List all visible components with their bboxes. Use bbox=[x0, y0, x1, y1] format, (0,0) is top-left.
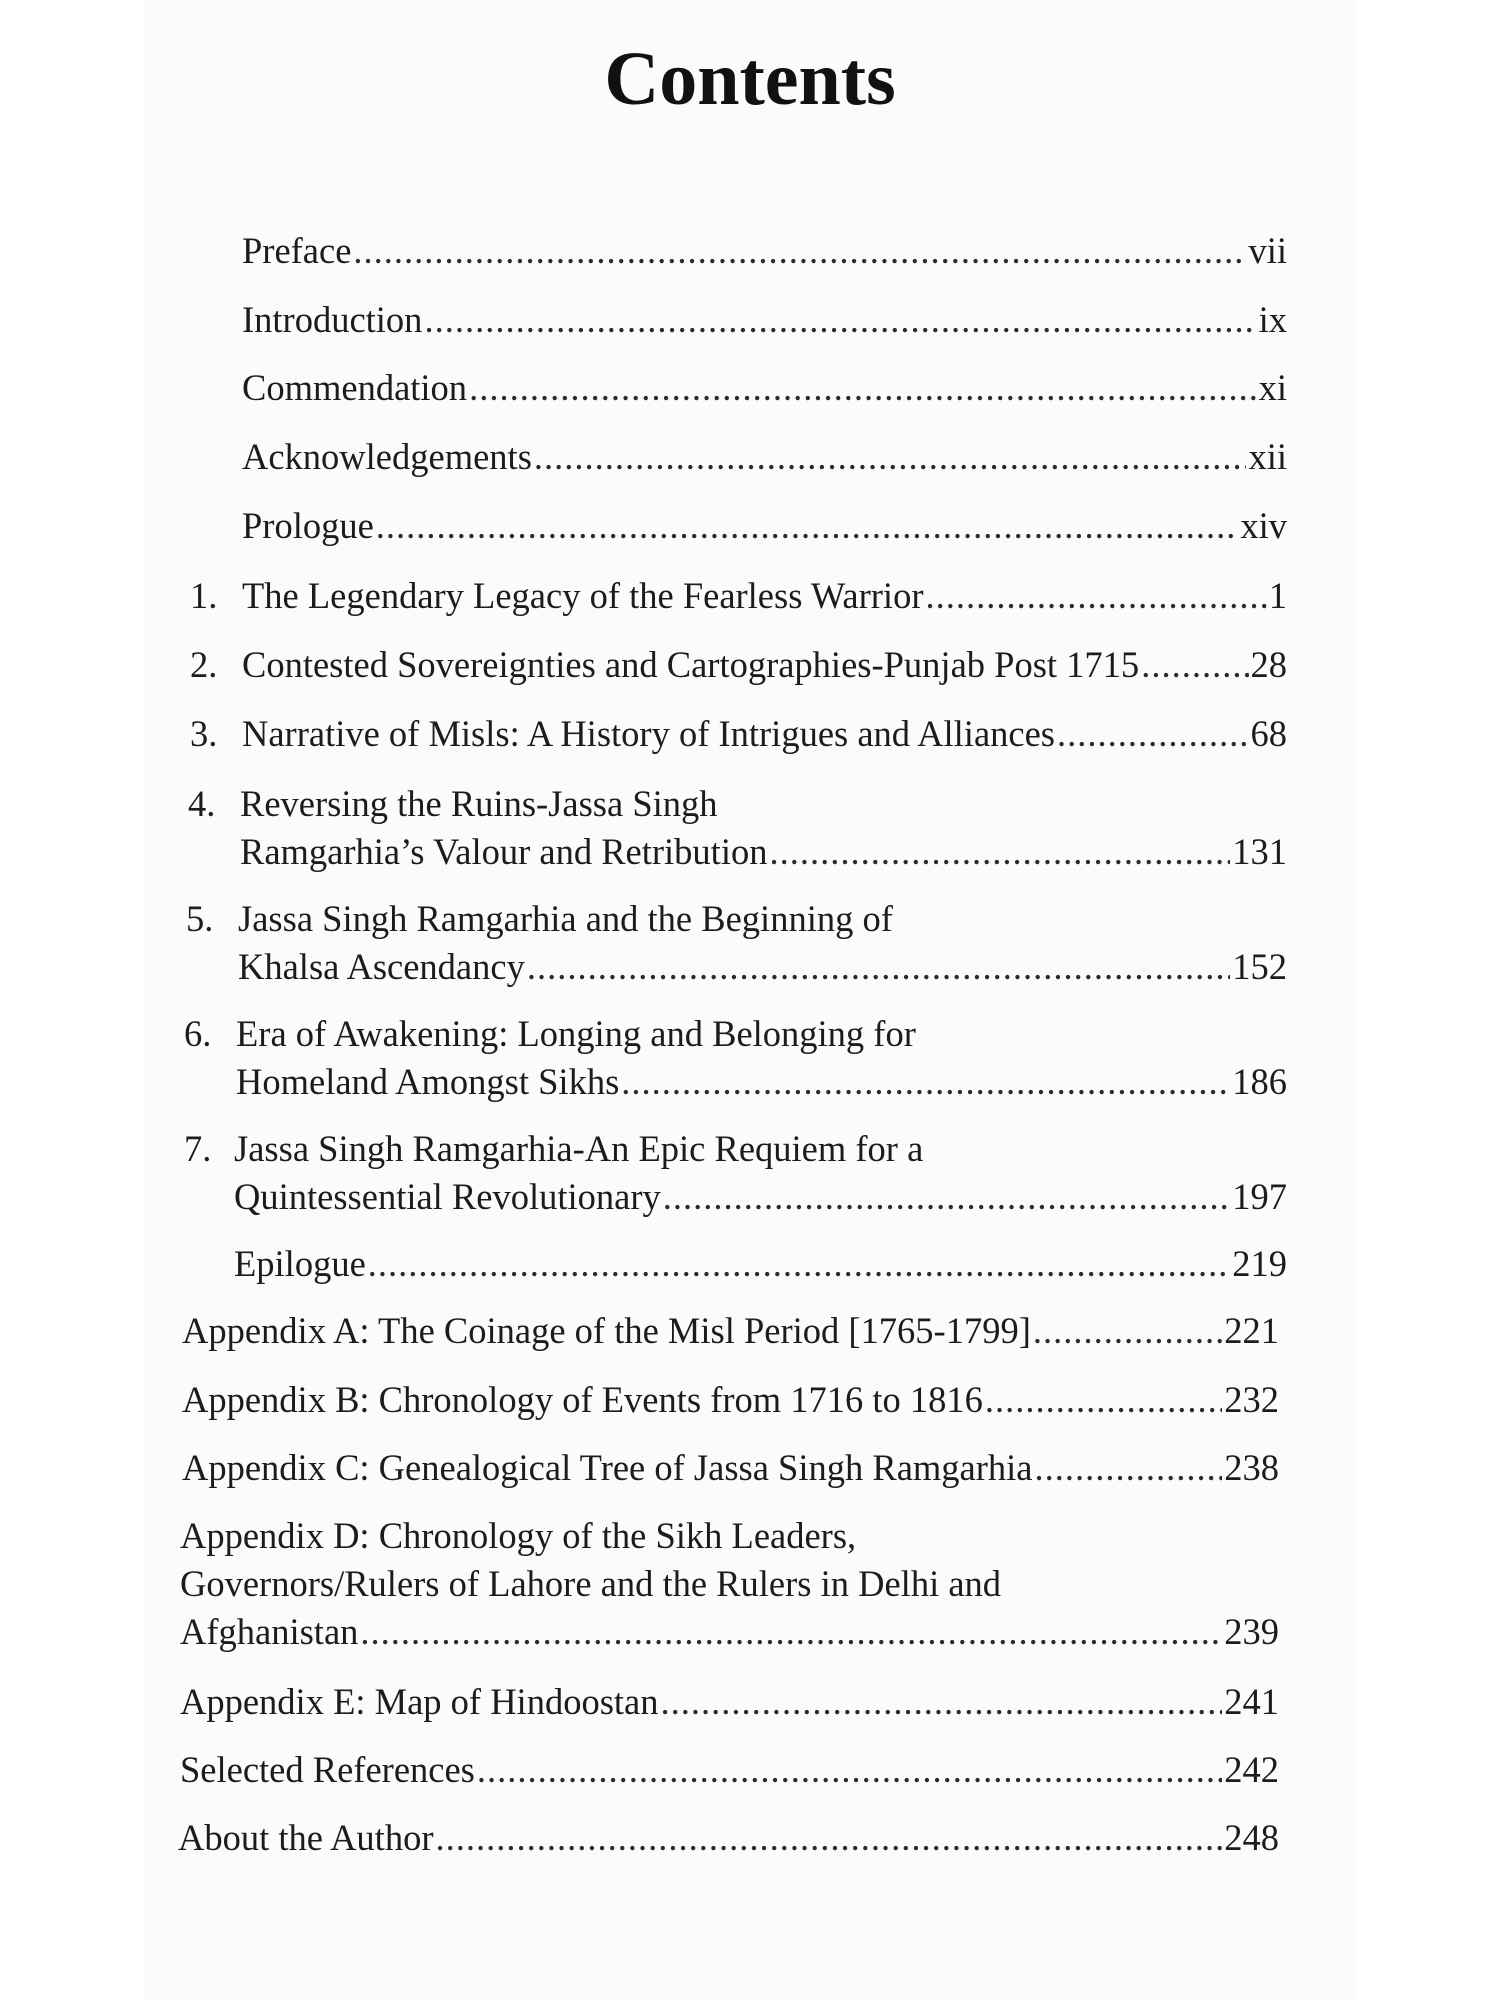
toc-entry-title: Khalsa Ascendancy bbox=[238, 946, 525, 987]
toc-page-number: 1 bbox=[1268, 575, 1287, 616]
dot-leader bbox=[621, 1058, 1230, 1106]
dot-leader bbox=[477, 1746, 1222, 1794]
page-title: Contents bbox=[604, 37, 896, 121]
dot-leader bbox=[1035, 1444, 1223, 1492]
chapter-number: 6. bbox=[184, 1013, 212, 1054]
dot-leader bbox=[985, 1376, 1222, 1424]
toc-page-number: 238 bbox=[1224, 1447, 1279, 1488]
toc-page-number: 152 bbox=[1232, 946, 1287, 987]
dot-leader bbox=[424, 296, 1256, 344]
toc-entry-title: Preface bbox=[242, 230, 352, 271]
dot-leader bbox=[353, 227, 1246, 275]
toc-page-number: xiv bbox=[1240, 505, 1287, 546]
toc-page-number: 219 bbox=[1232, 1243, 1287, 1284]
toc-entry-title: Homeland Amongst Sikhs bbox=[236, 1061, 620, 1102]
toc-entry-title: About the Author bbox=[178, 1817, 434, 1858]
chapter-number: 7. bbox=[184, 1128, 212, 1169]
dot-leader bbox=[925, 572, 1266, 620]
toc-page-number: 186 bbox=[1232, 1061, 1287, 1102]
dot-leader bbox=[661, 1678, 1223, 1726]
toc-entry-title: Quintessential Revolutionary bbox=[234, 1176, 661, 1217]
toc-page-number: 221 bbox=[1224, 1310, 1279, 1351]
toc-page-number: xii bbox=[1248, 436, 1287, 477]
toc-entry-title: Appendix A: The Coinage of the Misl Period [1765-1799] bbox=[182, 1310, 1031, 1351]
toc-page-number: 28 bbox=[1250, 644, 1287, 685]
chapter-number: 1. bbox=[190, 575, 218, 616]
toc-entry-title-line: Jassa Singh Ramgarhia-An Epic Requiem for a bbox=[234, 1128, 924, 1169]
toc-page-number: xi bbox=[1258, 367, 1287, 408]
toc-page-number: 197 bbox=[1232, 1176, 1287, 1217]
toc-entry-title: Appendix E: Map of Hindoostan bbox=[180, 1681, 659, 1722]
dot-leader bbox=[360, 1608, 1222, 1656]
dot-leader bbox=[435, 1814, 1222, 1862]
toc-page-number: 131 bbox=[1232, 831, 1287, 872]
toc-entry-title: Selected References bbox=[180, 1749, 475, 1790]
toc-entry-title: The Legendary Legacy of the Fearless Warrior bbox=[242, 575, 924, 616]
toc-entry-title-line: Era of Awakening: Longing and Belonging for bbox=[236, 1013, 916, 1054]
toc-entry-title: Commendation bbox=[242, 367, 468, 408]
toc-page-number: vii bbox=[1248, 230, 1287, 271]
toc-entry-title: Acknowledgements bbox=[242, 436, 532, 477]
chapter-number: 2. bbox=[190, 644, 218, 685]
toc-entry-title-line: Appendix D: Chronology of the Sikh Leaders, bbox=[180, 1515, 857, 1556]
dot-leader bbox=[1057, 710, 1249, 758]
dot-leader bbox=[469, 364, 1257, 412]
toc-page-number: 241 bbox=[1224, 1681, 1279, 1722]
dot-leader bbox=[663, 1173, 1230, 1221]
toc-entry-title: Ramgarhia’s Valour and Retribution bbox=[240, 831, 768, 872]
toc-page-number: 239 bbox=[1224, 1611, 1279, 1652]
toc-entry-title: Prologue bbox=[242, 505, 374, 546]
toc-page-number: ix bbox=[1258, 299, 1287, 340]
dot-leader bbox=[1141, 641, 1248, 689]
chapter-number: 5. bbox=[186, 898, 214, 939]
dot-leader bbox=[376, 502, 1239, 550]
dot-leader bbox=[534, 433, 1247, 481]
toc-entry-title: Afghanistan bbox=[180, 1611, 359, 1652]
toc-entry-title-line: Jassa Singh Ramgarhia and the Beginning of bbox=[238, 898, 893, 939]
toc-entry-title-line: Governors/Rulers of Lahore and the Rulers in Delhi and bbox=[180, 1563, 1002, 1604]
toc-page-number: 248 bbox=[1224, 1817, 1279, 1858]
toc-page-number: 232 bbox=[1224, 1379, 1279, 1420]
toc-page-number: 242 bbox=[1224, 1749, 1279, 1790]
dot-leader bbox=[1033, 1307, 1222, 1355]
toc-entry-title: Appendix B: Chronology of Events from 1716 to 1816 bbox=[182, 1379, 983, 1420]
chapter-number: 3. bbox=[190, 713, 218, 754]
toc-page-number: 68 bbox=[1250, 713, 1287, 754]
toc-entry-title: Contested Sovereignties and Cartographies-Punjab Post 1715 bbox=[242, 644, 1140, 685]
dot-leader bbox=[527, 943, 1230, 991]
toc-entry-title: Introduction bbox=[242, 299, 423, 340]
dot-leader bbox=[769, 828, 1230, 876]
toc-entry-title: Epilogue bbox=[234, 1243, 366, 1284]
dot-leader bbox=[368, 1240, 1230, 1288]
toc-entry-title-line: Reversing the Ruins-Jassa Singh bbox=[240, 783, 718, 824]
toc-entry-title: Appendix C: Genealogical Tree of Jassa Singh Ramgarhia bbox=[182, 1447, 1033, 1488]
chapter-number: 4. bbox=[188, 783, 216, 824]
toc-entry-title: Narrative of Misls: A History of Intrigues and Alliances bbox=[242, 713, 1055, 754]
